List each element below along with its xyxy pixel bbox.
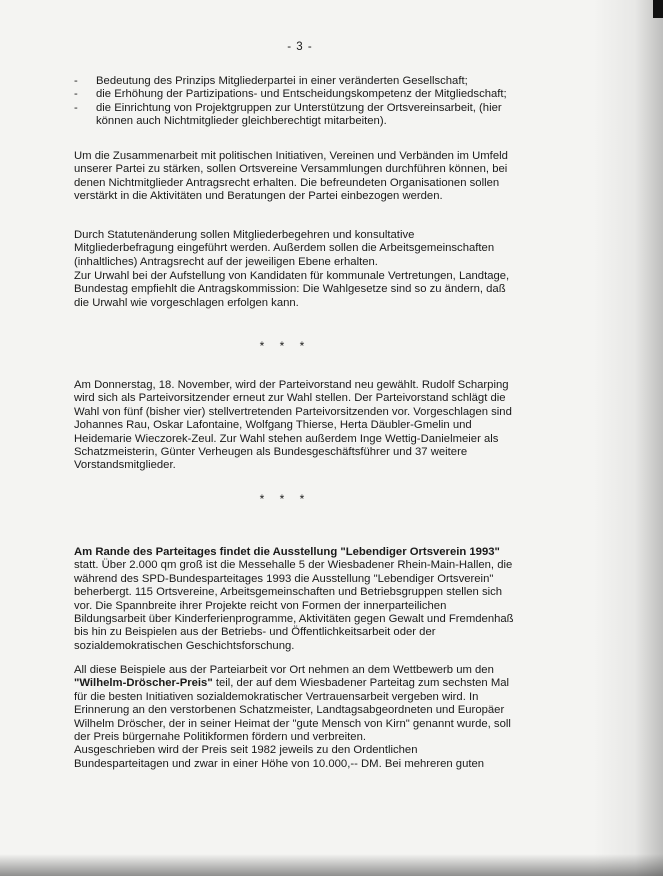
paragraph-droescher-prize xyxy=(74,664,514,771)
scan-corner-mark xyxy=(653,0,663,18)
bullet-dash: - xyxy=(74,101,78,114)
section-separator: * * * xyxy=(259,492,311,506)
prize-text-body: teil, der auf dem Wiesbadener Parteitag zum sechsten Mal für die besten Initiativen sozialdemokratischer Vertrauensarbeit vergeben wird. In Erinnerung an den verstorbenen Schatzmeister, Landtagsabgeordneten und Europäer Wilhelm Dröscher, der in seiner Heimat der "gute Mensch von Kirn" genannt wurde, soll der Preis bürgernahe Politikformen fördern und verbreiten. xyxy=(74,677,511,744)
list-item-text: die Erhöhung der Partizipations- und Entscheidungskompetenz der Mitgliedschaft; xyxy=(96,88,507,101)
list-item xyxy=(74,102,514,129)
scan-edge-shadow-right xyxy=(593,0,663,876)
prize-name: "Wilhelm-Dröscher-Preis" xyxy=(74,677,213,690)
prize-text-continued: Ausgeschrieben wird der Preis seit 1982 jeweils zu den Ordentlichen Bundesparteitagen und zwar in einer Höhe von 10.000,-- DM. Bei mehreren guten xyxy=(74,744,485,770)
prize-text-intro: All diese Beispiele aus der Parteiarbeit vor Ort nehmen an dem Wettbewerb um den xyxy=(74,664,494,676)
bullet-dash: - xyxy=(74,88,78,101)
paragraph-exhibition xyxy=(74,546,514,653)
paragraph-party-executive-election: Am Donnerstag, 18. November, wird der Parteivorstand neu gewählt. Rudolf Scharping wird sich als Parteivorsitzender erneut zur Wahl stellen. Der Parteivorstand schlägt die Wahl von fünf (bisher vier) stellvertretenden Parteivorsitzenden vor. Vorgeschlagen sind Johannes Rau, Oskar Lafontaine, Wolfgang Thierse, Herta Däubler-Gmelin und Heidemarie Wieczorek-Zeul. Zur Wahl stehen außerdem Inge Wettig-Danielmeier als Schatzmeisterin, Günter Verheugen als Bundesgeschäftsführer und 37 weitere Vorstandsmitglieder. xyxy=(74,379,512,472)
exhibition-headline: Am Rande des Parteitages findet die Ausstellung "Lebendiger Ortsverein 1993" xyxy=(74,546,500,558)
list-item xyxy=(74,88,514,101)
list-item-text: die Einrichtung von Projektgruppen zur Unterstützung der Ortsvereinsarbeit, (hier können auch Nichtmitglieder gleichberechtigt mitarbeiten). xyxy=(96,101,502,128)
scan-edge-shadow-bottom xyxy=(0,854,663,876)
section-separator: * * * xyxy=(259,339,311,353)
list-item-text: Bedeutung des Prinzips Mitgliederpartei in einer veränderten Gesellschaft; xyxy=(96,75,468,87)
paragraph-primary-election: Zur Urwahl bei der Aufstellung von Kandidaten für kommunale Vertretungen, Landtage, Bundestag empfiehlt die Antragskommission: Die Wahlgesetze sind so zu ändern, daß die Urwahl wie vorgeschlagen erfolgen kann. xyxy=(74,270,510,309)
bullet-dash: - xyxy=(74,75,78,87)
exhibition-text: statt. Über 2.000 qm groß ist die Messehalle 5 der Wiesbadener Rhein-Main-Hallen, die während des SPD-Bundesparteitages 1993 die Ausstellung "Lebendiger Ortsverein" beherbergt. 115 Ortsvereine, Arbeitsgemeinschaften und Betriebsgruppen stellen sich vor. Die Spannbreite ihrer Projekte reicht von Formen der innerparteilichen Bildungsarbeit über Kinderferienprogramme, Aktivitäten gegen Gewalt und Fremdenhaß bis hin zu Beispielen aus der Betriebs- und Öffentlichkeitsarbeit oder der sozialdemokratischen Geschichtsforschung. xyxy=(74,559,514,652)
paragraph-statute-change: Durch Statutenänderung sollen Mitgliederbegehren und konsultative Mitgliederbefragung eingeführt werden. Außerdem sollen die Arbeitsgemeinschaften (inhaltliches) Antragsrecht auf der jeweiligen Ebene erhalten. xyxy=(74,229,495,268)
bullet-list xyxy=(74,75,514,129)
paragraph-cooperation: Um die Zusammenarbeit mit politischen Initiativen, Vereinen und Verbänden im Umfeld unserer Partei zu stärken, sollen Ortsvereine Versammlungen durchführen können, bei denen Nichtmitglieder Antragsrecht erhalten. Die befreundeten Organisationen sollen verstärkt in die Aktivitäten und Beratungen der Partei einbezogen werden. xyxy=(74,150,508,203)
list-item xyxy=(74,75,514,88)
page-number: - 3 - xyxy=(287,41,313,53)
